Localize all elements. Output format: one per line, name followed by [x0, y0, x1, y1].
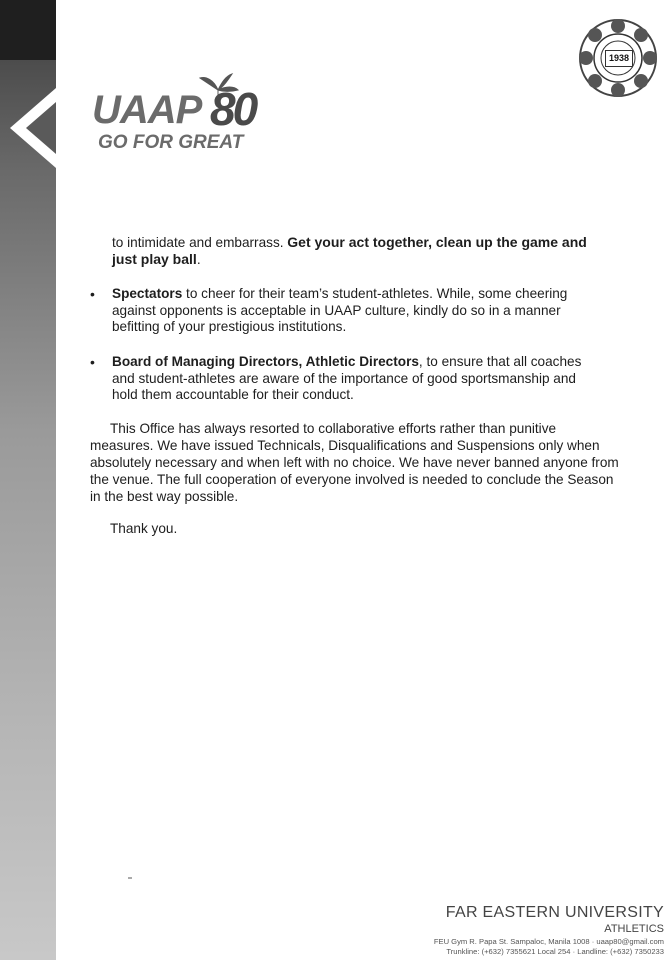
bullet-lead: Spectators	[112, 286, 183, 301]
footer-address: FEU Gym R. Papa St. Sampaloc, Manila 1008 · uaap80@gmail.com	[433, 937, 664, 946]
footer-department: ATHLETICS	[604, 923, 664, 935]
uaap80-logo	[92, 72, 292, 162]
closing-line: in the best way possible.	[90, 489, 239, 504]
closing-line: measures. We have issued Technicals, Disqualifications and Suspensions only when	[90, 438, 600, 453]
closing-line: the venue. The full cooperation of everyone involved is needed to conclude the Season	[90, 472, 614, 487]
chevron-left-icon	[0, 88, 60, 168]
footer-phones: Trunkline: (+632) 7355621 Local 254 · Landline: (+632) 7350233	[446, 947, 664, 956]
bullet-line: befitting of your prestigious institutions.	[112, 319, 347, 334]
seal-year: 1938	[605, 50, 633, 67]
bullet-line: , to ensure that all coaches	[418, 354, 582, 369]
bullet-lead: Board of Managing Directors, Athletic Directors	[112, 354, 419, 369]
bullet-line: and student-athletes are aware of the importance of good sportsmanship and	[112, 370, 576, 386]
bullet-line: to cheer for their team’s student-athletes. While, some cheering	[182, 286, 568, 301]
bullet-dot: •	[90, 286, 95, 302]
continuation-bold-2: just play ball	[112, 251, 197, 267]
footer-university: FAR EASTERN UNIVERSITY	[445, 904, 664, 921]
closing-line: absolutely necessary and when left with no choice. We have never banned anyone from	[90, 455, 619, 470]
continuation-bold-1: Get your act together, clean up the game and	[287, 234, 587, 250]
footer-letterhead	[434, 904, 664, 957]
bullet-line: against opponents is acceptable in UAAP culture, kindly do so in a manner	[112, 302, 561, 318]
scan-speck	[128, 877, 132, 879]
closing-paragraph	[90, 420, 630, 505]
continuation-paragraph	[112, 234, 612, 268]
continuation-plain: to intimidate and embarrass.	[112, 235, 288, 250]
sign-off: Thank you.	[110, 521, 178, 536]
bullet-dot: •	[90, 354, 95, 370]
logo-number: 80	[210, 83, 256, 135]
stripe-dark-top	[0, 0, 56, 60]
closing-line: This Office has always resorted to collaborative efforts rather than punitive	[110, 421, 557, 436]
logo-word: UAAP	[92, 88, 202, 132]
logo-tagline: GO FOR GREAT	[98, 132, 244, 153]
uaap-seal	[578, 18, 658, 98]
continuation-end: .	[196, 252, 201, 267]
bullet-line: hold them accountable for their conduct.	[112, 387, 354, 402]
